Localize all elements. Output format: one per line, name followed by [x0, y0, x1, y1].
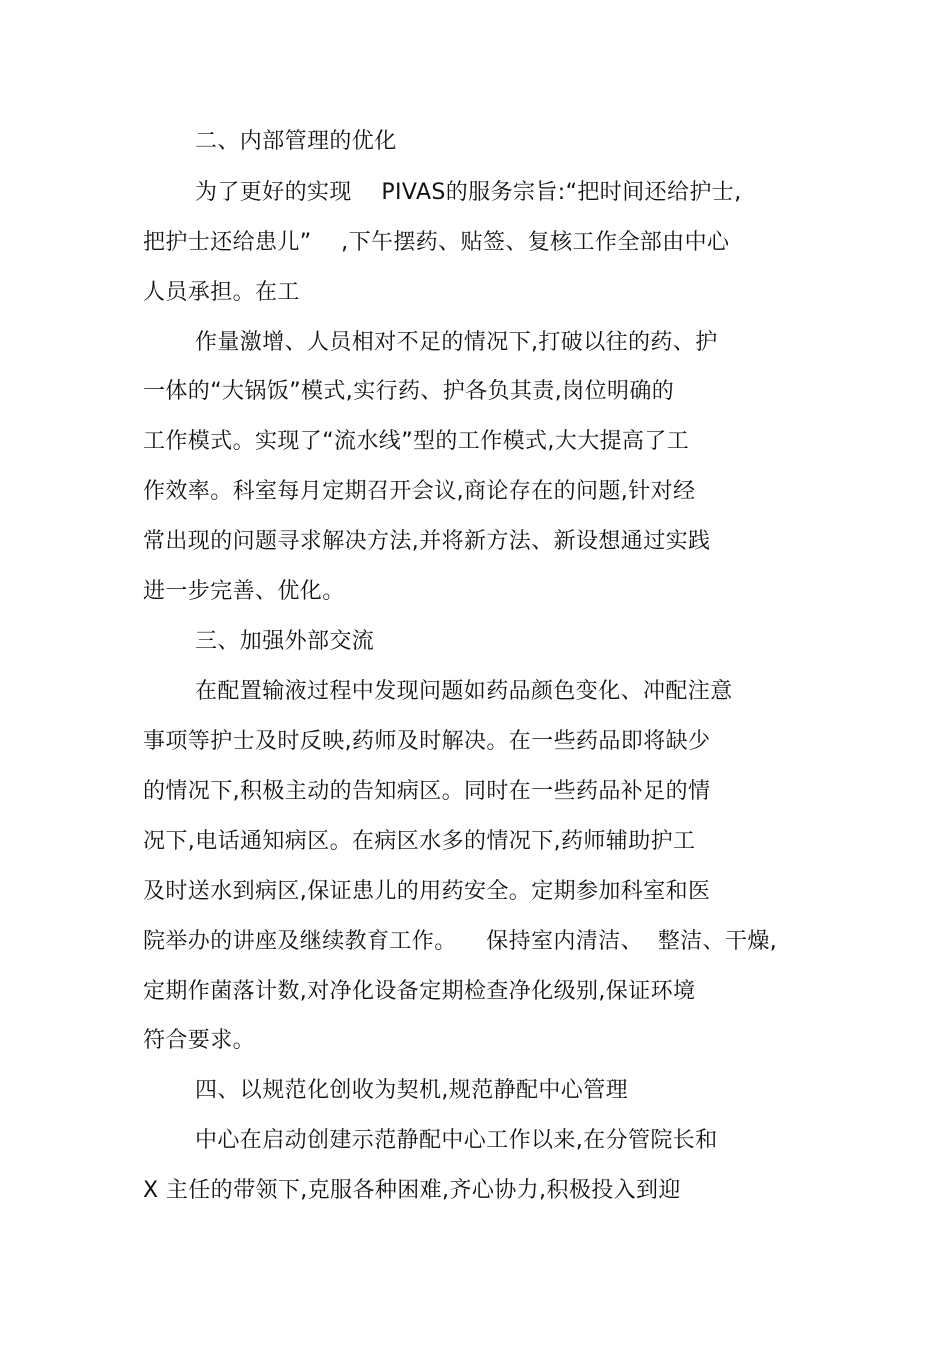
paragraph-line: 作效率。科室每月定期召开会议,商论存在的问题,针对经 — [143, 479, 696, 504]
paragraph-line: 中心在启动创建示范静配中心工作以来,在分管院长和 — [195, 1128, 718, 1153]
paragraph-line: X 主任的带领下,克服各种困难,齐心协力,积极投入到迎 — [143, 1178, 681, 1203]
paragraph-line: 为了更好的实现 PIVAS的服务宗旨:“把时间还给护士, — [195, 180, 742, 205]
paragraph-line: 作量激增、人员相对不足的情况下,打破以往的药、护 — [195, 330, 718, 355]
paragraph-line: 定期作菌落计数,对净化设备定期检查净化级别,保证环境 — [143, 979, 696, 1004]
section-heading: 三、加强外部交流 — [195, 629, 375, 654]
paragraph-line: 符合要求。 — [143, 1028, 256, 1053]
paragraph-line: 的情况下,积极主动的告知病区。同时在一些药品补足的情 — [143, 779, 711, 804]
section-heading: 二、内部管理的优化 — [195, 129, 397, 154]
paragraph-line: 况下,电话通知病区。在病区水多的情况下,药师辅助护工 — [143, 829, 696, 854]
paragraph-line: 一体的“大锅饭”模式,实行药、护各负其责,岗位明确的 — [143, 379, 675, 404]
paragraph-line: 人员承担。在工 — [143, 280, 300, 305]
paragraph-line: 工作模式。实现了“流水线”型的工作模式,大大提高了工 — [143, 429, 690, 454]
paragraph-line: 把护士还给患儿” ,下午摆药、贴签、复核工作全部由中心 — [143, 230, 730, 255]
paragraph-line: 在配置输液过程中发现问题如药品颜色变化、冲配注意 — [195, 679, 733, 704]
paragraph-line: 事项等护士及时反映,药师及时解决。在一些药品即将缺少 — [143, 729, 711, 754]
paragraph-line: 院举办的讲座及继续教育工作。 保持室内清洁、 整洁、干燥, — [143, 929, 778, 954]
section-heading: 四、以规范化创收为契机,规范静配中心管理 — [195, 1078, 628, 1103]
paragraph-line: 常出现的问题寻求解决方法,并将新方法、新设想通过实践 — [143, 529, 711, 554]
paragraph-line: 进一步完善、优化。 — [143, 579, 345, 604]
paragraph-line: 及时送水到病区,保证患儿的用药安全。定期参加科室和医 — [143, 879, 711, 904]
